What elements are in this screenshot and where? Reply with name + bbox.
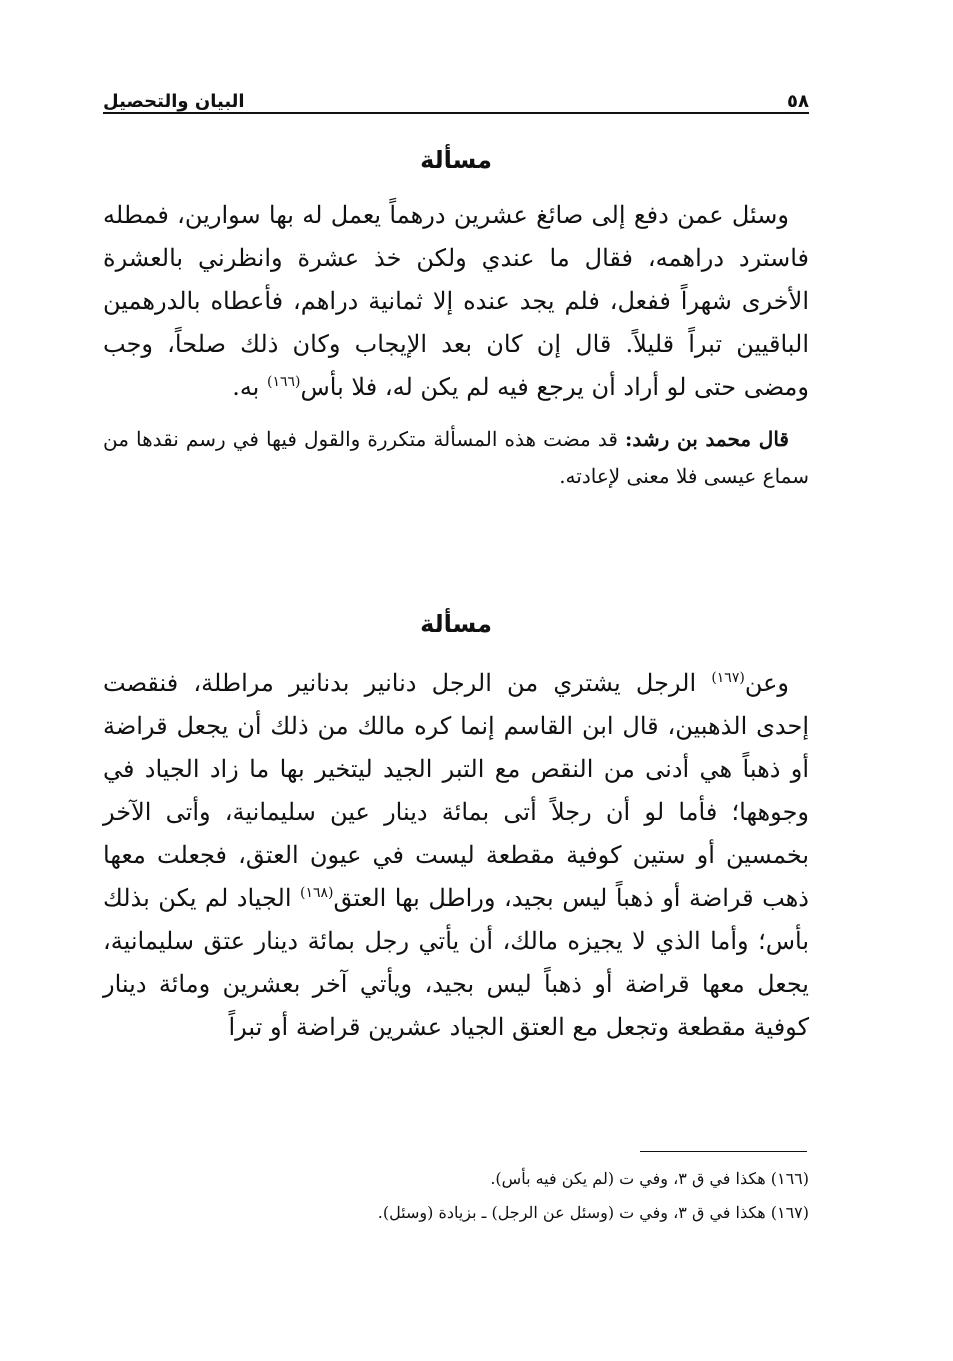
section-2-paragraph: [103, 662, 809, 1049]
commentary-paragraph: [103, 421, 809, 495]
book-title: البيان والتحصيل: [103, 91, 245, 112]
section-1: [103, 140, 809, 495]
section-2: [103, 604, 809, 1049]
commentary-speaker: قال محمد بن رشد:: [624, 427, 789, 451]
section-2-text-mid: الرجل يشتري من الرجل دنانير بدنانير مراطلة، فنقصت إحدى الذهبين، قال ابن القاسم إنما كره مالك من ذلك أن يجعل قراضة أو ذهباً هي أدنى من النقص مع التبر الجيد ليتخير بها ما زاد الجياد في وجوهها؛ فأما لو أن رجلاً أتى بمائة دينار عين سليمانية، وأتى الآخر بخمسين أو ستين كوفية مقطعة ليست في عيون العتق، فجعلت معها ذهب قراضة أو ذهباً ليس بجيد، وراطل بها العتق: [103, 669, 809, 912]
footnote-ref-168: (١٦٨): [299, 885, 334, 901]
running-head: [103, 82, 809, 112]
section-2-title: مسألة: [420, 610, 492, 638]
header-rule: [103, 112, 809, 114]
section-2-text-start: وعن: [744, 669, 789, 697]
section-2-text-end: الجياد لم يكن بذلك بأس؛ وأما الذي لا يجيزه مالك، أن يأتي رجل بمائة دينار عتق سليمانية، يجعل معها قراضة أو ذهباً ليس بجيد، ويأتي آخر بعشرين ومائة دينار كوفية مقطعة وتجعل مع العتق الجياد عشرين قراضة أو تبراً: [103, 884, 809, 1041]
footnote-ref-167: (١٦٧): [711, 670, 745, 686]
footnote-167: (١٦٧) هكذا في ق ٣، وفي ت (وسئل عن الرجل) ـ بزيادة (وسئل).: [377, 1203, 809, 1222]
page-number: ٥٨: [787, 91, 809, 112]
footnote-ref-166: (١٦٦): [267, 374, 301, 390]
section-1-text-end: به.: [232, 373, 267, 401]
footnote-rule: [640, 1151, 807, 1152]
footnote-166: (١٦٦) هكذا في ق ٣، وفي ت (لم يكن فيه بأس).: [490, 1169, 809, 1188]
commentary-text: قد مضت هذه المسألة متكررة والقول فيها في رسم نقدها من سماع عيسى فلا معنى لإعادته.: [103, 427, 809, 488]
section-1-title: مسألة: [420, 146, 492, 174]
footnotes: [103, 1162, 809, 1230]
section-1-paragraph: [103, 194, 809, 409]
section-1-text-main: وسئل عمن دفع إلى صائغ عشرين درهماً يعمل له بها سوارين، فمطله فاسترد دراهمه، فقال ما عندي ولكن خذ عشرة وانظرني بالعشرة الأخرى شهراً ففعل، فلم يجد عنده إلا ثمانية دراهم، فأعطاه بالدرهمين الباقيين تبراً قليلاً. قال إن كان بعد الإيجاب وكان ذلك صلحاً، وجب ومضى حتى لو أراد أن يرجع فيه لم يكن له، فلا بأس: [103, 201, 809, 401]
